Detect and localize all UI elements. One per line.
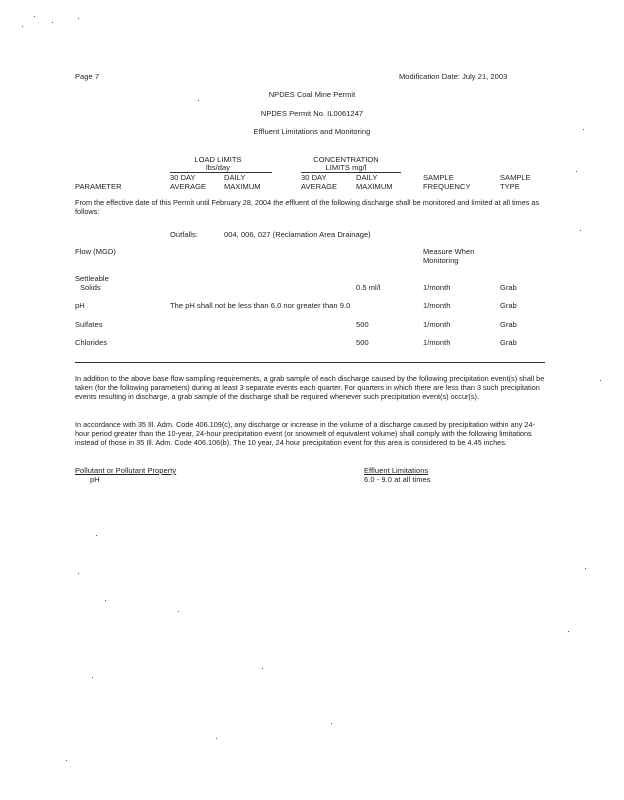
load-avg-header-1: 30 DAY	[170, 173, 196, 182]
scan-speck	[331, 723, 332, 724]
row-ph-freq: 1/month	[423, 301, 451, 310]
concentration-units: LIMITS mg/l	[325, 163, 367, 172]
storm-event-paragraph: In accordance with 35 Ill. Adm. Code 406.109(c), any discharge or increase in the volume of a discharge caused by precipitation within any 24-hour period greater than the 10-year, 24-hour precipitation event (or snowmelt of equivalent volume) shall comply with the following limitations instead of those in 35 Ill. Adm. Code 406.106(b). The 10 year, 24 hour precipitation event for this area is considered to be 4.45 inches.	[75, 420, 535, 447]
flow-label: Flow (MGD)	[75, 247, 116, 256]
freq-header-2: FREQUENCY	[423, 182, 471, 191]
load-avg-header-2: AVERAGE	[170, 182, 207, 191]
conc-max-header-2: MAXIMUM	[356, 182, 393, 191]
row-settleable-limit: 0.5 ml/l	[356, 283, 381, 292]
flow-note-2: Monitoring	[423, 256, 459, 265]
scan-speck	[34, 16, 35, 17]
type-header-1: SAMPLE	[500, 173, 531, 182]
row-ph-note: The pH shall not be less than 6.0 nor greater than 9.0	[170, 301, 351, 310]
pollutant-header: Pollutant or Pollutant Property	[75, 466, 177, 475]
scan-speck	[96, 535, 97, 536]
conc-avg-header-1: 30 DAY	[301, 173, 327, 182]
scan-speck	[178, 611, 179, 612]
scan-speck	[78, 573, 79, 574]
scan-speck	[585, 568, 586, 569]
modification-date: Modification Date: July 21, 2003	[399, 72, 508, 81]
load-max-header-2: MAXIMUM	[224, 182, 261, 191]
intro-paragraph: From the effective date of this Permit until February 28, 2004 the effluent of the following discharge shall be monitored and limited at all times as follows:	[75, 198, 540, 216]
effluent-limit-value: 6.0 - 9.0 at all times	[364, 475, 431, 484]
scan-speck	[262, 668, 263, 669]
row-chlorides-freq: 1/month	[423, 338, 451, 347]
scan-speck	[105, 600, 106, 601]
scan-speck	[92, 677, 93, 678]
row-settleable-freq: 1/month	[423, 283, 451, 292]
flow-note-1: Measure When	[423, 247, 475, 256]
scan-speck	[576, 171, 577, 172]
conc-max-header-1: DAILY	[356, 173, 378, 182]
row-sulfates-freq: 1/month	[423, 320, 451, 329]
row-settleable-param-2: Solids	[80, 283, 101, 292]
title-section: Effluent Limitations and Monitoring	[253, 127, 371, 136]
outfalls-label: Outfalls:	[170, 230, 198, 239]
pollutant-value: pH	[90, 475, 100, 484]
row-settleable-type: Grab	[500, 283, 517, 292]
conc-avg-header-2: AVERAGE	[301, 182, 338, 191]
row-settleable-param-1: Settleable	[75, 274, 109, 283]
scan-speck	[78, 18, 79, 19]
row-ph-param: pH	[75, 301, 85, 310]
row-chlorides-param: Chlorides	[75, 338, 108, 347]
row-sulfates-param: Sulfates	[75, 320, 103, 329]
row-sulfates-type: Grab	[500, 320, 517, 329]
outfalls-value: 004, 006, 027 (Reclamation Area Drainage)	[224, 230, 371, 239]
scan-speck	[52, 22, 53, 23]
load-limits-units: lbs/day	[205, 163, 231, 172]
row-chlorides-limit: 500	[356, 338, 369, 347]
scan-speck	[216, 738, 217, 739]
concentration-header: CONCENTRATION	[313, 155, 379, 164]
freq-header-1: SAMPLE	[423, 173, 454, 182]
title-permit-number: NPDES Permit No. IL0061247	[260, 109, 364, 118]
scan-speck	[580, 230, 581, 231]
row-chlorides-type: Grab	[500, 338, 517, 347]
parameter-header: PARAMETER	[75, 182, 122, 191]
type-header-2: TYPE	[500, 182, 520, 191]
table-bottom-rule	[75, 362, 545, 363]
page-number: Page 7	[75, 72, 100, 81]
precipitation-sampling-paragraph: In addition to the above base flow sampling requirements, a grab sample of each discharge caused by the following precipitation event(s) shall be taken (for the following parameters) during at least 3 separate events each quarter. For quarters in which there are less than 3 such precipitation events resulting in discharge, a grab sample of the discharge shall be required whenever such precipitation event(s) occur(s).	[75, 374, 545, 401]
load-limits-header: LOAD LIMITS	[194, 155, 242, 164]
row-sulfates-limit: 500	[356, 320, 369, 329]
scan-speck	[568, 631, 569, 632]
row-ph-type: Grab	[500, 301, 517, 310]
scan-speck	[198, 100, 199, 101]
title-permit-type: NPDES Coal Mine Permit	[268, 90, 356, 99]
scan-speck	[22, 26, 23, 27]
effluent-limit-header: Effluent Limitations	[364, 466, 429, 475]
scan-speck	[600, 380, 601, 381]
scan-speck	[66, 760, 67, 761]
scan-speck	[583, 129, 584, 130]
load-max-header-1: DAILY	[224, 173, 246, 182]
